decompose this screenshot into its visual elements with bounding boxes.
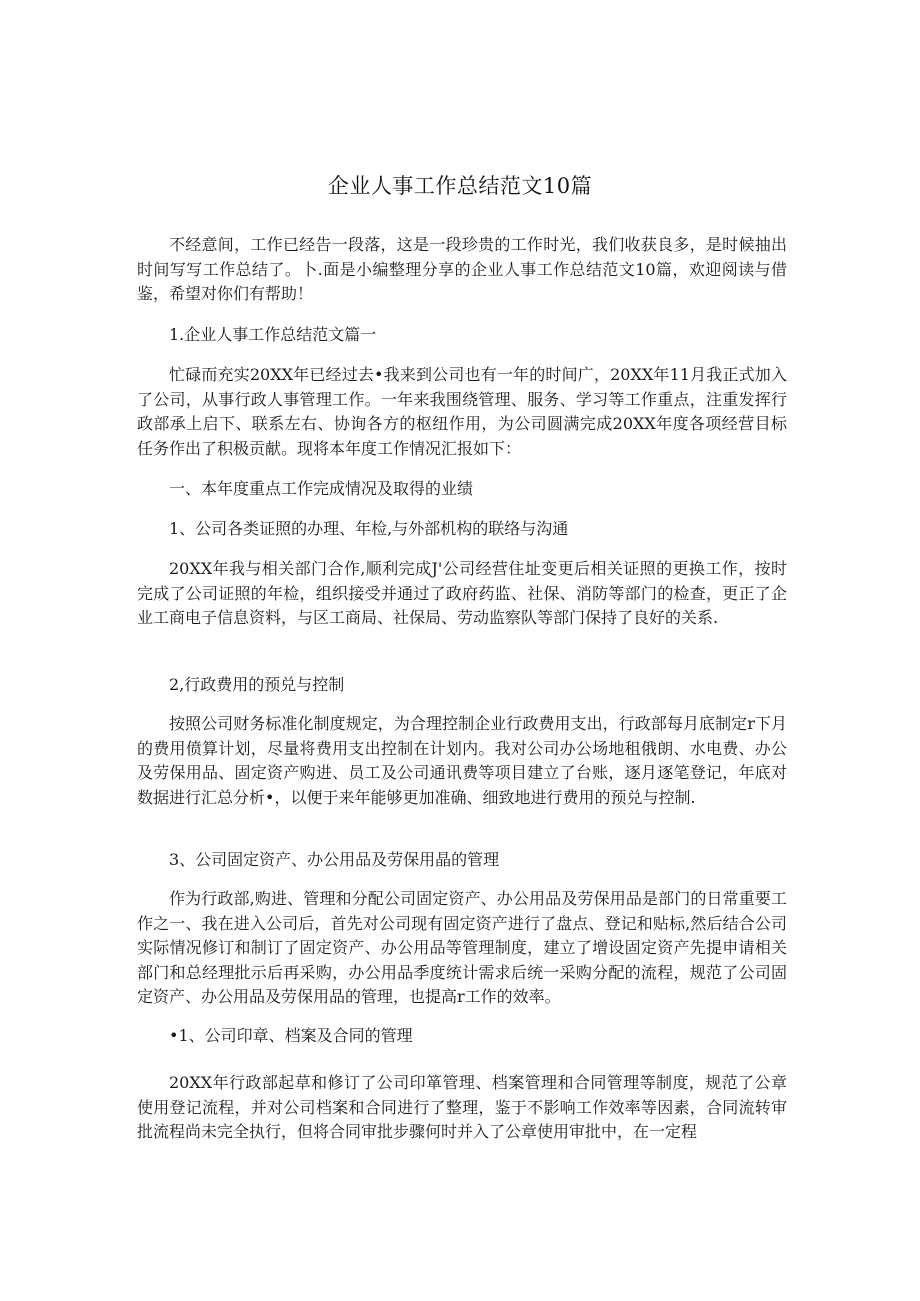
item-2-paragraph: 按照公司财务标准化制度规定，为合理控制企业行政费用支出，行政部每月底制定r下月的费用偾算计划，尽量将费用支出控制在计划内。我对公司办公场地租俄朗、水电费、办公及劳保用品、固定资产购进、员工及公司通讯费等项目建立了台账，逐月逐笔登记，年底对数据进行汇总分析•，以便于来年能够更加准确、细致地进行费用的预兑与控制.	[137, 714, 787, 807]
part-1-heading: 一、本年度重点工作完成情况及取得的业绩	[169, 479, 474, 498]
section-1-title: 1.企业人事工作总结范文篇一	[169, 325, 377, 344]
item-3-heading: 3、公司固定资产、办公用品及劳保用晶的管理	[169, 850, 500, 869]
item-3-paragraph: 作为行政部,购进、管理和分配公司固定资产、办公用品及劳保用品是部门的日常重要工作之一、我在进入公司后，首先对公司现有固定资产进行了盘点、登记和贴标,然后结合公司实际情况修订和制订了固定资产、办公用品等管理制度，建立了增设固定资产先提申请相关部门和总经理批示后再采购，办公用品季度统计需求后统一采购分配的流程，规范了公司固定资产、办公用品及劳保用品的管理，也提高r工作的效率。	[137, 889, 787, 1006]
document-title: 企业人事工作总结范文10篇	[327, 174, 593, 198]
item-4-paragraph: 20XX年行政部起草和修订了公司印箪管理、档案管理和合同管理等制度，规范了公章使用登记流程，并对公司档案和合同进行了整理，鉴于不影响工作效率等因素，合同流转审批流程尚未完全执行，但将合同审批步骤何时并入了公章使用审批中，在一定程	[137, 1073, 787, 1141]
item-4-heading: •1、公司印章、档案及合同的管理	[169, 1026, 413, 1045]
item-1-paragraph: 20XX年我与相关部门合作,顺利完成J'公司经营住址变更后相关证照的更换工作，按时完成了公司证照的年检，组织接受并通过了政府药监、社保、消防等部门的检查，更正了企业工商电子信息资料，与区工商局、社保局、劳动监察队等部门保持了良好的关系.	[137, 559, 787, 627]
item-2-heading: 2,行政费用的预兑与控制	[169, 675, 345, 694]
intro-paragraph: 不经意间，工作已经告一段落，这是一段珍贵的工作时光，我们收获良多，是时候抽出时间写写工作总结了。卜.面是小编整理分享的企业人事工作总结范文10篇，欢迎阅读与借鉴，希望对你们有帮助！	[137, 235, 787, 303]
section-1-paragraph: 忙碌而充实20XX年已经过去•我来到公司也有一年的时间广，20XX年11月我正式加入了公司，从事行政人事管理工作。一年来我围绕管理、服务、学习等工作重点，注重发挥行政部承上启下、联系左右、协询各方的枢纽作用，为公司圆满完成20XX年度各项经营目标任务作出了积极贡献。现将本年度工作情况汇报如下：	[137, 365, 787, 458]
item-1-heading: 1、公司各类证照的办理、年检,与外部机构的联络与沟通	[169, 519, 569, 538]
